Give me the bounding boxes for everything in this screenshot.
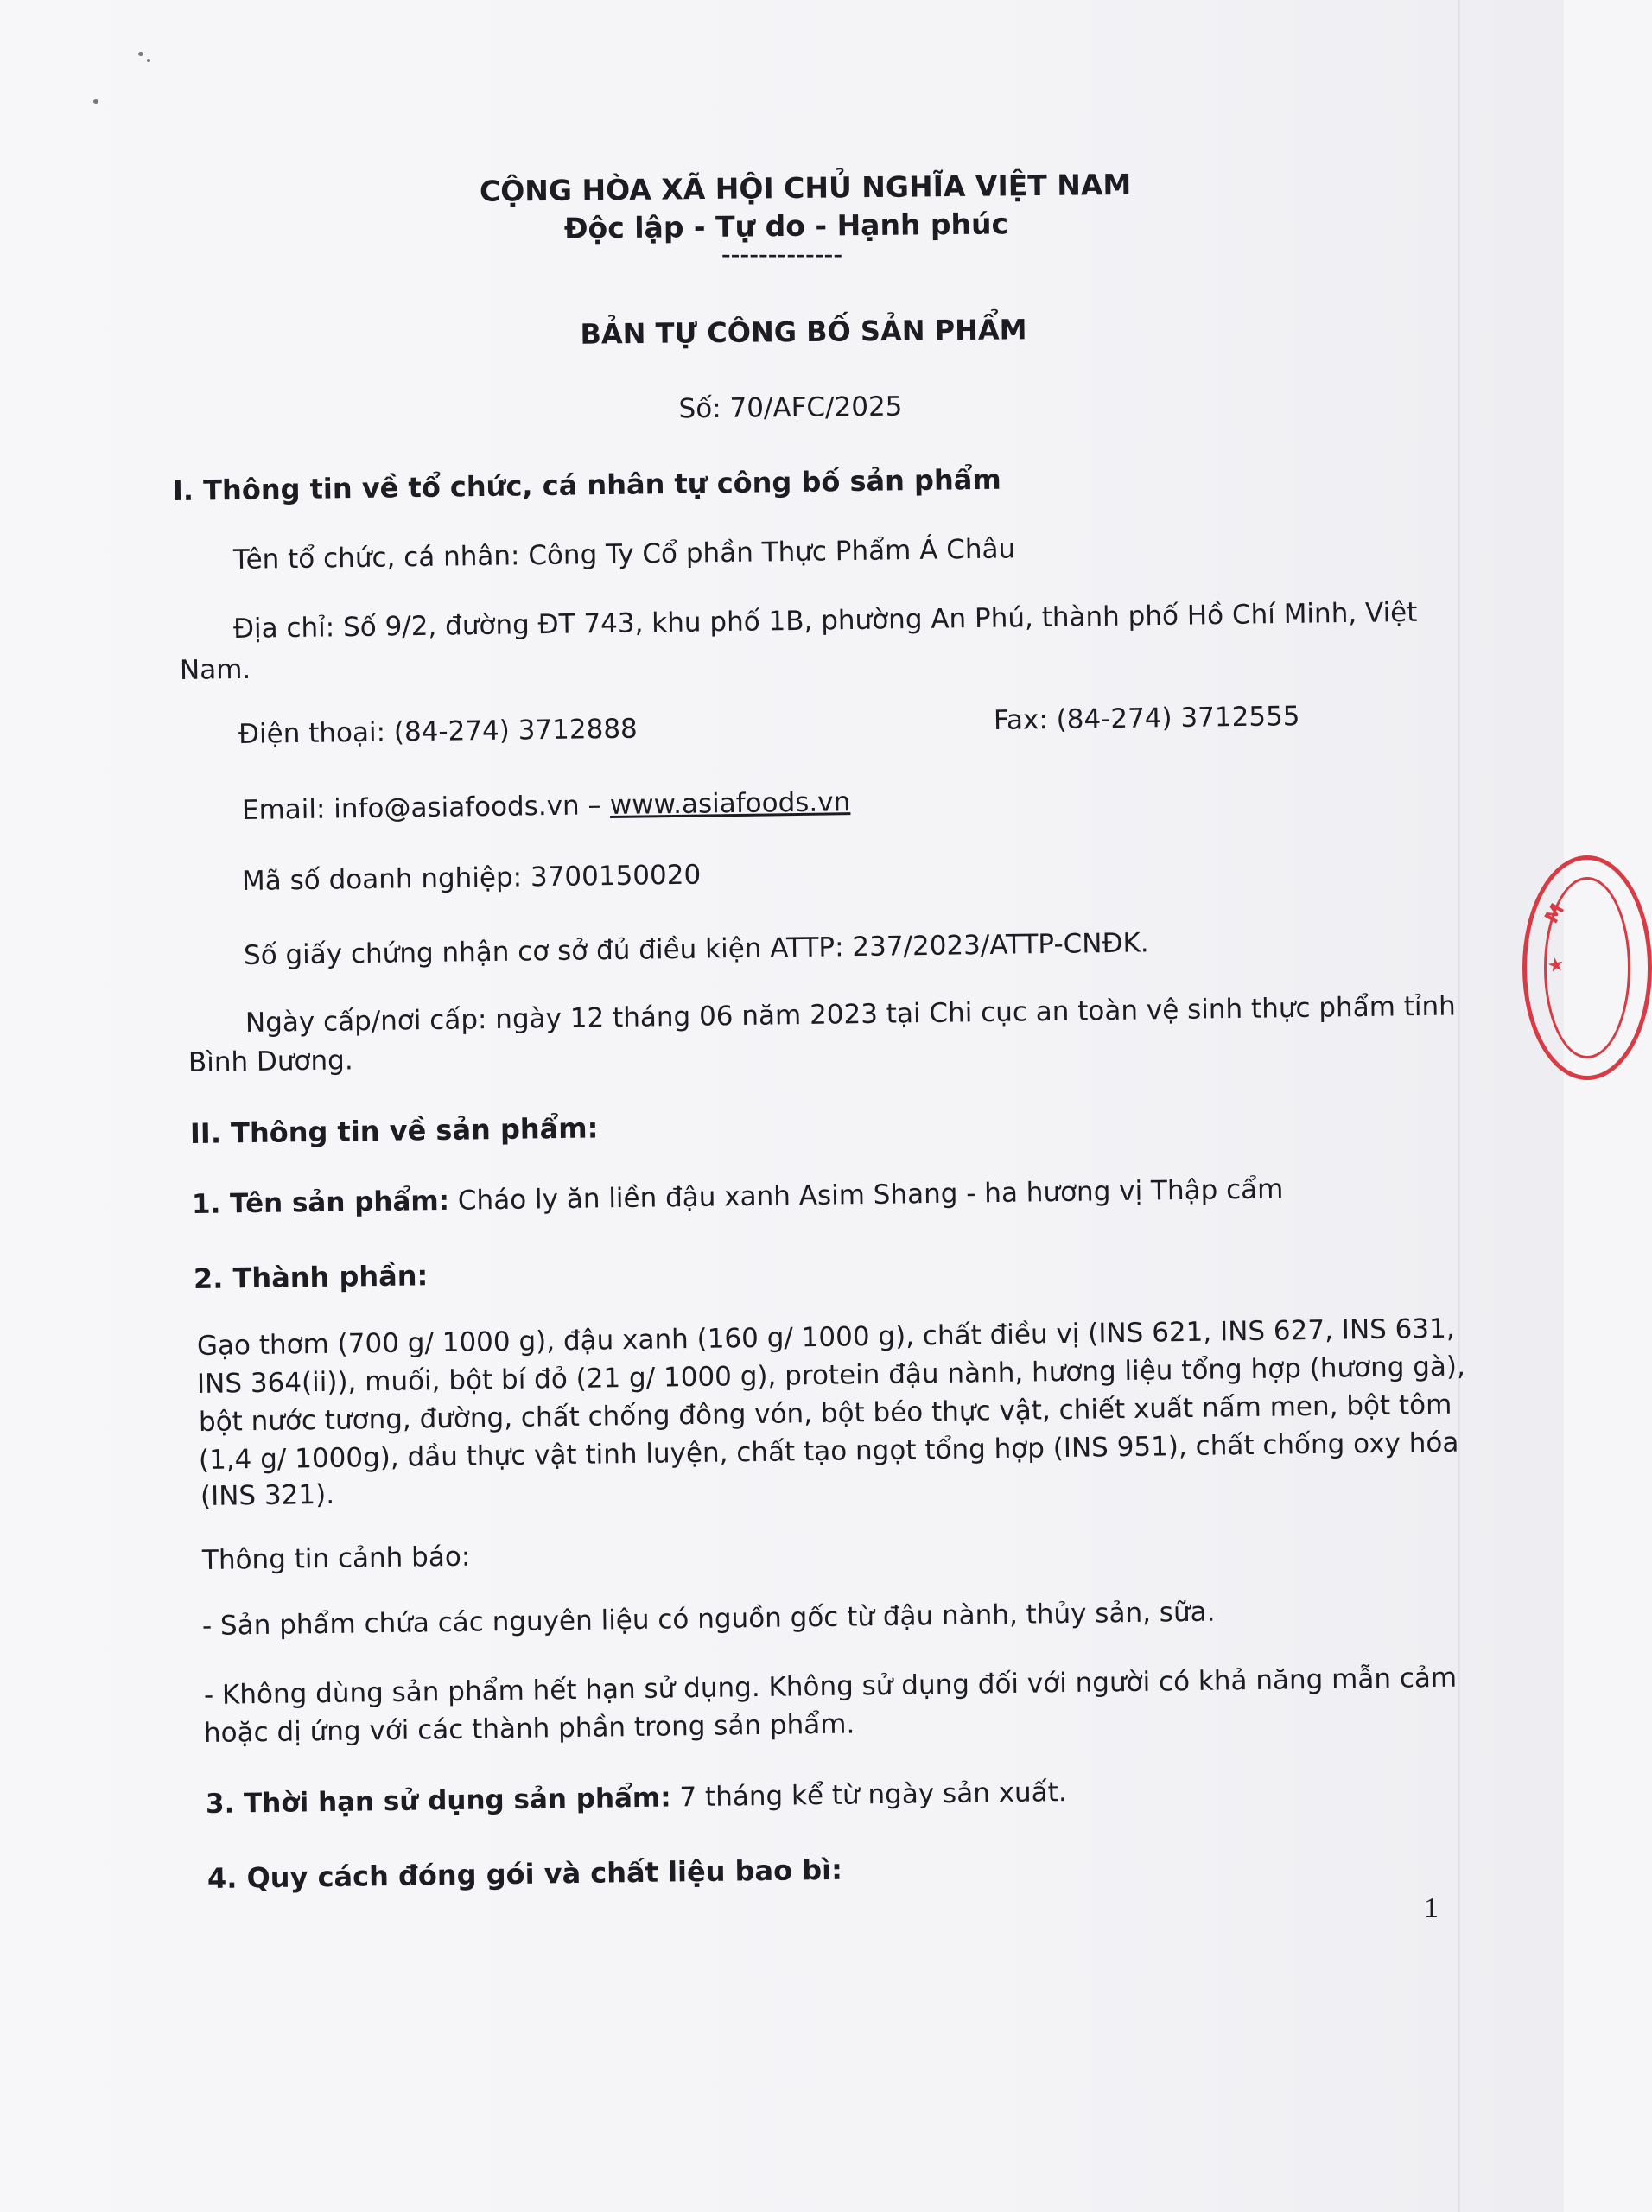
shelf-life-value: 7 tháng kể từ ngày sản xuất. xyxy=(670,1777,1067,1814)
issue-line-1: Ngày cấp/nơi cấp: ngày 12 tháng 06 năm 2023 tại Chi cục an toàn vệ sinh thực phẩm tỉnh xyxy=(245,990,1457,1039)
ingredients-line: (INS 321). xyxy=(200,1478,335,1512)
email-text: Email: info@asiafoods.vn – xyxy=(241,790,611,826)
scan-speck xyxy=(93,99,98,104)
org-name: Tên tổ chức, cá nhân: Công Ty Cổ phần Thực Phẩm Á Châu xyxy=(232,533,1016,575)
page-number: 1 xyxy=(1424,1892,1439,1924)
product-name-label: 1. Tên sản phẩm: xyxy=(191,1185,450,1220)
ingredients-heading: 2. Thành phần: xyxy=(193,1259,429,1295)
website-link[interactable]: www.asiafoods.vn xyxy=(609,786,851,822)
warning-2-line-1: - Không dùng sản phẩm hết hạn sử dụng. Không sử dụng đối với người có khả năng mẫn cảm xyxy=(203,1662,1458,1711)
nation-heading: CỘNG HÒA XÃ HỘI CHỦ NGHĨA VIỆT NAM xyxy=(479,167,1132,208)
document-number: Số: 70/AFC/2025 xyxy=(678,391,903,425)
packaging-heading: 4. Quy cách đóng gói và chất liệu bao bì: xyxy=(206,1853,843,1895)
document-title: BẢN TỰ CÔNG BỐ SẢN PHẨM xyxy=(580,313,1027,351)
scan-speck xyxy=(138,52,143,56)
warning-2-line-2: hoặc dị ứng với các thành phần trong sản phẩm. xyxy=(203,1708,855,1749)
product-name-value: Cháo ly ăn liền đậu xanh Asim Shang - ha hương vị Thập cẩm xyxy=(448,1173,1284,1217)
scan-edge-line xyxy=(1458,0,1460,2212)
ingredients-line: (1,4 g/ 1000g), dầu thực vật tinh luyện, chất tạo ngọt tổng hợp (INS 951), chất chống oxy hóa xyxy=(198,1427,1459,1476)
ingredients-line: INS 364(ii)), muối, bột bí đỏ (21 g/ 1000 g), protein đậu nành, hương liệu tổng hợp (hương gà), xyxy=(196,1351,1466,1400)
shelf-life-label: 3. Thời hạn sử dụng sản phẩm: xyxy=(205,1782,671,1820)
warning-title: Thông tin cảnh báo: xyxy=(201,1541,471,1576)
address-line-1: Địa chỉ: Số 9/2, đường ĐT 743, khu phố 1B, phường An Phú, thành phố Hồ Chí Minh, Việt xyxy=(232,596,1418,645)
ingredients-line: bột nước tương, đường, chất chống đông vón, bột béo thực vật, chiết xuất nấm men, bột tôm xyxy=(198,1389,1452,1438)
stamp-mark-m: M xyxy=(1541,899,1570,928)
fax: Fax: (84-274) 3712555 xyxy=(993,701,1300,736)
tax-code: Mã số doanh nghiệp: 3700150020 xyxy=(241,859,702,897)
address-line-2: Nam. xyxy=(179,653,251,686)
phone: Điện thoại: (84-274) 3712888 xyxy=(238,713,639,750)
shelf-life xyxy=(206,1775,1067,1821)
warning-1: - Sản phẩm chứa các nguyên liệu có nguồn gốc từ đậu nành, thủy sản, sữa. xyxy=(201,1596,1216,1642)
stamp-star-icon: ★ xyxy=(1545,953,1566,978)
scan-speck xyxy=(147,59,150,62)
ingredients-line: Gạo thơm (700 g/ 1000 g), đậu xanh (160 g/ 1000 g), chất điều vị (INS 621, INS 627, INS 631, xyxy=(196,1313,1455,1362)
certificate-number: Số giấy chứng nhận cơ sở đủ điều kiện ATTP: 237/2023/ATTP-CNĐK. xyxy=(243,927,1149,971)
section2-heading: II. Thông tin về sản phẩm: xyxy=(189,1111,599,1150)
header-divider: ------------- xyxy=(721,243,843,269)
email-line xyxy=(242,785,851,828)
motto-heading: Độc lập - Tự do - Hạnh phúc xyxy=(563,207,1009,245)
company-stamp xyxy=(1522,855,1652,1080)
product-name xyxy=(192,1172,1284,1222)
section1-heading: I. Thông tin về tổ chức, cá nhân tự công bố sản phẩm xyxy=(172,462,1001,507)
issue-line-2: Bình Dương. xyxy=(187,1045,353,1078)
